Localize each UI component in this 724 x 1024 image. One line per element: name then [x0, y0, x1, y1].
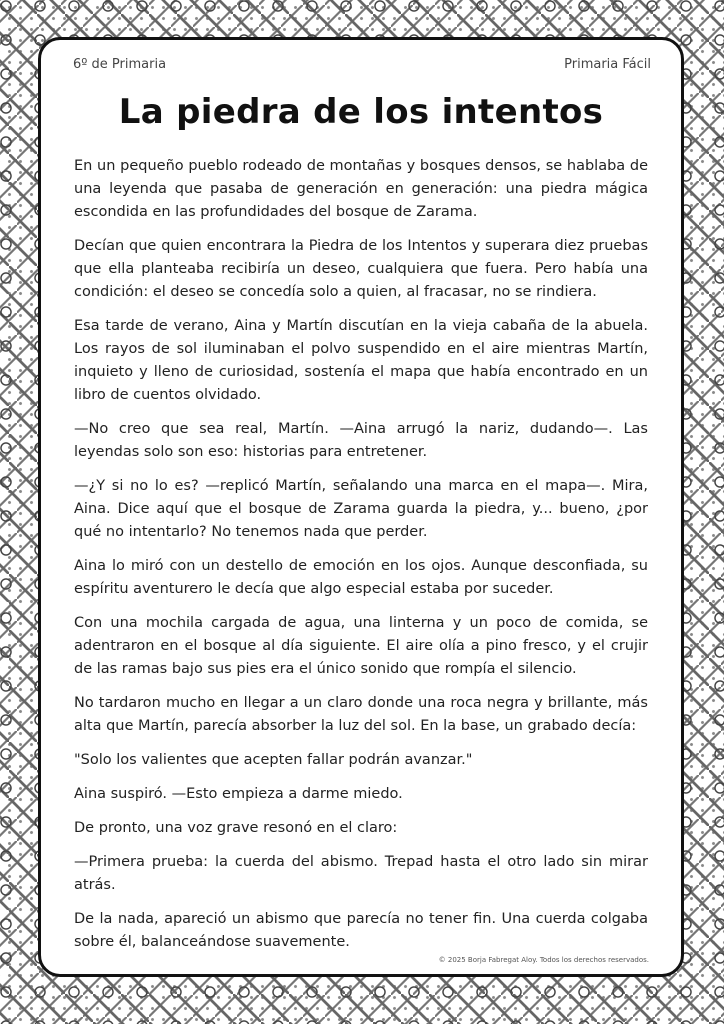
paragraph: En un pequeño pueblo rodeado de montañas y bosques densos, se hablaba de una leyenda que pasaba de generación en generación: una piedra mágica escondida en las profundidades del bosque de Zarama. — [74, 158, 648, 220]
paragraph: —¿Y si no lo es? —replicó Martín, señalando una marca en el mapa—. Mira, Aina. Dice aquí que el bosque de Zarama guarda la piedra, y... bueno, ¿por qué no intentarlo? No tenemos nada que perder. — [74, 478, 648, 540]
paragraph: —Primera prueba: la cuerda del abismo. Trepad hasta el otro lado sin mirar atrás. — [74, 854, 648, 893]
paragraph: —No creo que sea real, Martín. —Aina arrugó la nariz, dudando—. Las leyendas solo son eso: historias para entretener. — [74, 421, 648, 460]
paragraph: "Solo los valientes que acepten fallar podrán avanzar." — [74, 752, 473, 768]
copyright-footer: © 2025 Borja Fabregat Aloy. Todos los derechos reservados. — [438, 956, 649, 964]
paragraph: Con una mochila cargada de agua, una linterna y un poco de comida, se adentraron en el bosque al día siguiente. El aire olía a pino fresco, y el crujir de las ramas bajo sus pies era el único sonido que rompía el silencio. — [74, 615, 648, 677]
paragraph: De la nada, apareció un abismo que parecía no tener fin. Una cuerda colgaba sobre él, balanceándose suavemente. — [74, 911, 648, 950]
paragraph: Esa tarde de verano, Aina y Martín discutían en la vieja cabaña de la abuela. Los rayos de sol iluminaban el polvo suspendido en el aire mientras Martín, inquieto y lleno de curiosidad, sostenía el mapa que había encontrado en un libro de cuentos olvidado. — [74, 318, 648, 403]
worksheet-card — [38, 37, 684, 977]
paragraph: No tardaron mucho en llegar a un claro donde una roca negra y brillante, más alta que Martín, parecía absorber la luz del sol. En la base, un grabado decía: — [74, 695, 648, 734]
paragraph: Decían que quien encontrara la Piedra de los Intentos y superara diez pruebas que ella planteaba recibiría un deseo, cualquiera que fuera. Pero había una condición: el deseo se concedía solo a quien, al fracasar, no se rindiera. — [74, 238, 648, 300]
paragraph: Aina lo miró con un destello de emoción en los ojos. Aunque desconfiada, su espíritu aventurero le decía que algo especial estaba por suceder. — [74, 558, 648, 597]
level-label: Primaria Fácil — [564, 57, 651, 72]
story-title: La piedra de los intentos — [118, 92, 604, 132]
paragraph: De pronto, una voz grave resonó en el claro: — [74, 820, 398, 836]
story-body — [74, 155, 648, 965]
paragraph: Aina suspiró. —Esto empieza a darme miedo. — [74, 786, 403, 802]
grade-label: 6º de Primaria — [73, 57, 167, 72]
